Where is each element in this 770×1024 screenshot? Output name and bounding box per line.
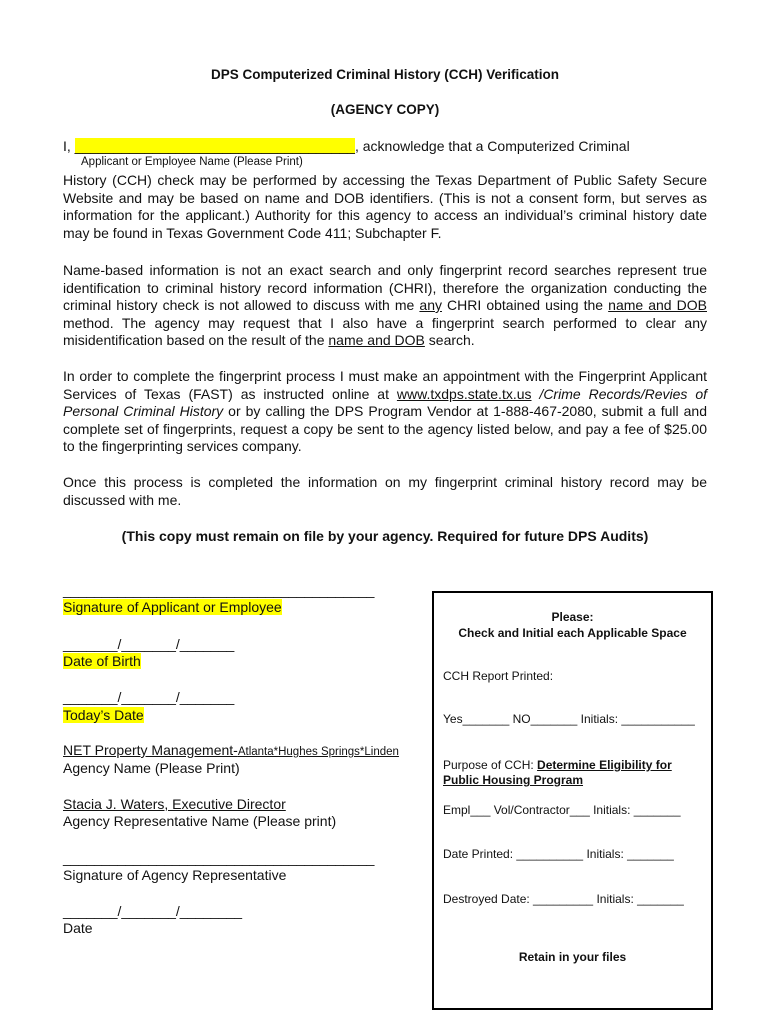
intro-paragraph: History (CCH) check may be performed by accessing the Texas Department of Public Safety Secure Website and may be based on name and DOB identifiers. (This is not a consent form, but serves as information for the applicant.) Authority for this agency to access an individual’s criminal history date may be found in Texas Government Code 411; Subchapter F. [63, 172, 707, 241]
para2-any: any [419, 297, 442, 313]
today-date-label: Today’s Date [63, 707, 144, 723]
purpose-prefix: Purpose of CCH: [443, 758, 538, 772]
para3-text-2: or by calling the DPS Program Vendor at 1-888-467-2080, submit a full and complete set of fingerprints, request a copy be sent to the agency listed below, and pay a fee of $25.00 to the fingerprinting services company. [63, 403, 707, 454]
applicant-signature-line[interactable]: ________________________________________ [63, 582, 375, 598]
agency-rep-signature-line[interactable]: ________________________________________ [63, 850, 375, 866]
para2-method-1: name and DOB [608, 297, 707, 313]
applicant-signature-label: Signature of Applicant or Employee [63, 599, 282, 615]
agency-name-value [63, 742, 399, 758]
date-line[interactable]: _______/_______/________ [63, 903, 243, 919]
dps-website-link[interactable]: www.txdps.state.tx.us [396, 385, 532, 402]
agency-rep-name: Stacia J. Waters, Executive Director [63, 796, 286, 812]
page-subtitle: (AGENCY COPY) [330, 102, 440, 117]
para2-method-2: name and DOB [328, 332, 425, 348]
dob-label: Date of Birth [63, 653, 141, 669]
fingerprint-paragraph [63, 368, 707, 456]
para2-text-4: search. [424, 332, 475, 348]
destroyed-date-initials[interactable]: Destroyed Date: _________ Initials: _______ [443, 892, 684, 906]
agency-check-box [432, 591, 713, 1010]
agency-rep-signature-label: Signature of Agency Representative [63, 867, 287, 883]
yes-no-initials[interactable]: Yes_______ NO_______ Initials: ___________ [443, 712, 695, 726]
audit-notice: (This copy must remain on file by your agency. Required for future DPS Audits) [121, 528, 649, 544]
para2-text-3: method. The agency may request that I also have a fingerprint search performed to clear any misidentification based on the result of the [63, 314, 707, 348]
purpose-eligibility: Determine Eligibility for [537, 758, 672, 772]
box-please: Please: [551, 610, 594, 624]
completion-paragraph: Once this process is completed the information on my fingerprint criminal history record may be discussed with me. [63, 474, 707, 508]
para3-italic-path: /Crime Records/Revies of Personal Criminal History [63, 385, 707, 419]
agency-rep-label: Agency Representative Name (Please print) [63, 813, 337, 829]
intro-prefix: I, [63, 138, 71, 154]
agency-name: NET Property Management- [63, 742, 238, 758]
date-printed-initials[interactable]: Date Printed: __________ Initials: _______ [443, 847, 674, 861]
empl-vol-initials[interactable]: Empl___ Vol/Contractor___ Initials: _______ [443, 803, 681, 817]
today-date-line[interactable]: _______/_______/_______ [63, 689, 235, 705]
para2-text-2: CHRI obtained using the [441, 297, 609, 313]
dob-line[interactable]: _______/_______/_______ [63, 636, 235, 652]
para3-text-1: In order to complete the fingerprint process I must make an appointment with the Fingerprint Applicant Services of Texas (FAST) as instructed online at [63, 368, 707, 402]
intro-suffix: , acknowledge that a Computerized Criminal [354, 138, 630, 154]
page-title: DPS Computerized Criminal History (CCH) Verification [210, 67, 560, 82]
retain-files: Retain in your files [518, 950, 627, 964]
intro-line [63, 138, 723, 154]
name-caption: Applicant or Employee Name (Please Print) [81, 156, 303, 168]
cch-report-printed: CCH Report Printed: [443, 669, 554, 683]
purpose-of-cch [443, 758, 672, 772]
purpose-housing: Public Housing Program [443, 773, 584, 787]
applicant-name-field[interactable]: ____________________________________ [74, 138, 355, 154]
date-label: Date [63, 920, 93, 936]
name-based-paragraph [63, 262, 707, 350]
box-instruction: Check and Initial each Applicable Space [458, 626, 687, 640]
agency-locations: Atlanta*Hughes Springs*Linden [237, 746, 399, 758]
agency-name-label: Agency Name (Please Print) [63, 760, 240, 776]
para2-text-1: Name-based information is not an exact search and only fingerprint record searches represent true identification to criminal history record information (CHRI), therefore the organization conducting the criminal history check is not allowed to discuss with me [63, 262, 707, 313]
